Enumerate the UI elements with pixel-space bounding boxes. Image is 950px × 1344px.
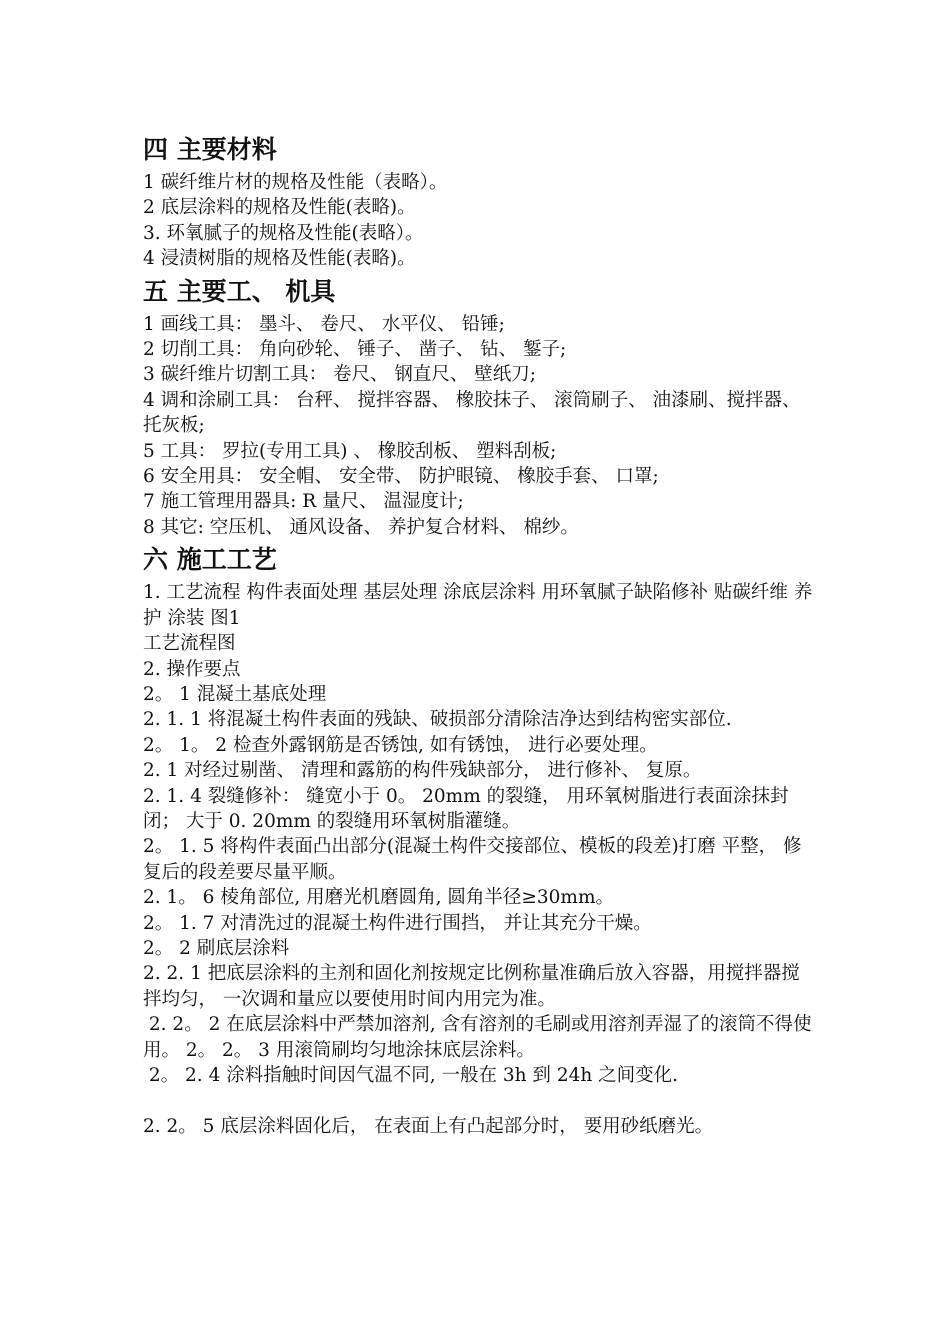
section-heading: 五 主要工、 机具 bbox=[143, 276, 336, 306]
text-line: 2. 操作要点 bbox=[143, 658, 241, 680]
blank-line bbox=[143, 1088, 818, 1113]
text-line: 7 施工管理用器具: R 量尺、 温湿度计; bbox=[143, 491, 464, 513]
text-line: 5 工具： 罗拉(专用工具) 、 橡胶刮板、 塑料刮板; bbox=[143, 440, 557, 462]
section-heading: 六 施工工艺 bbox=[143, 545, 277, 575]
text-line: 2。 1 混凝土基底处理 bbox=[143, 683, 327, 705]
text-line: 2。 1. 7 对清洗过的混凝土构件进行围挡， 并让其充分干燥。 bbox=[143, 912, 652, 934]
text-line: 4 浸渍树脂的规格及性能(表略)。 bbox=[143, 248, 416, 270]
text-line: 2 切削工具： 角向砂轮、 锤子、 凿子、 钻、 錾子; bbox=[143, 339, 567, 361]
text-line: 1 碳纤维片材的规格及性能（表略）。 bbox=[143, 172, 448, 193]
section-heading: 四 主要材料 bbox=[143, 135, 277, 164]
section-main-materials bbox=[143, 130, 818, 272]
section-construction-process bbox=[143, 540, 818, 1139]
text-line: 3 碳纤维片切割工具： 卷尺、 钢直尺、 壁纸刀; bbox=[143, 364, 537, 386]
text-line: 2。 1。 2 检查外露钢筋是否锈蚀, 如有锈蚀， 进行必要处理。 bbox=[143, 734, 658, 756]
text-line: 1 画线工具： 墨斗、 卷尺、 水平仪、 铅锤; bbox=[143, 313, 505, 335]
text-line: 2 底层涂料的规格及性能(表略)。 bbox=[143, 197, 416, 219]
text-line: 3. 环氧腻子的规格及性能(表略）。 bbox=[143, 222, 424, 244]
text-line: 2。 2. 4 涂料指触时间因气温不同, 一般在 3h 到 24h 之间变化. bbox=[143, 1065, 679, 1086]
text-line: 工艺流程图 bbox=[143, 633, 236, 655]
document-page bbox=[143, 130, 818, 1139]
text-line: 2. 1. 4 裂缝修补： 缝宽小于 0。 20mm 的裂缝， 用环氧树脂进行表面涂抹封闭； 大于 0. 20mm 的裂缝用环氧树脂灌缝。 bbox=[143, 785, 789, 832]
text-line: 6 安全用具： 安全帽、 安全带、 防护眼镜、 橡胶手套、 口罩; bbox=[143, 466, 659, 488]
section-main-tools bbox=[143, 272, 818, 541]
text-line: 2. 2. 1 把底层涂料的主剂和固化剂按规定比例称量准确后放入容器，用搅拌器搅拌均匀， 一次调和量应以要使用时间内用完为准。 bbox=[143, 963, 800, 1010]
text-line: 1. 工艺流程 构件表面处理 基层处理 涂底层涂料 用环氧腻子缺陷修补 贴碳纤维 养护 涂装 图1 bbox=[143, 582, 813, 629]
text-line: 2. 2。 5 底层涂料固化后， 在表面上有凸起部分时， 要用砂纸磨光。 bbox=[143, 1115, 714, 1137]
text-line: 8 其它: 空压机、 通风设备、 养护复合材料、 棉纱。 bbox=[143, 516, 579, 538]
text-line: 2。 1. 5 将构件表面凸出部分(混凝土构件交接部位、模板的段差)打磨 平整， 修复后的段差要尽量平顺。 bbox=[143, 836, 802, 883]
text-line: 4 调和涂刷工具： 台秤、 搅拌容器、 橡胶抹子、 滚筒刷子、 油漆刷、搅拌器、托灰板; bbox=[143, 389, 801, 437]
text-line: 2. 1. 1 将混凝土构件表面的残缺、破损部分清除洁净达到结构密实部位. bbox=[143, 709, 732, 731]
text-line: 2. 1。 6 棱角部位, 用磨光机磨圆角, 圆角半径≥30mm。 bbox=[143, 887, 614, 909]
text-line: 2. 1 对经过剔凿、 清理和露筋的构件残缺部分， 进行修补、 复原。 bbox=[143, 760, 702, 782]
text-line: 2。 2 刷底层涂料 bbox=[143, 937, 290, 959]
text-line: 2. 2。 2 在底层涂料中严禁加溶剂, 含有溶剂的毛刷或用溶剂弄湿了的滚筒不得使用。 2。 2。 3 用滚筒刷均匀地涂抹底层涂料。 bbox=[143, 1014, 812, 1061]
